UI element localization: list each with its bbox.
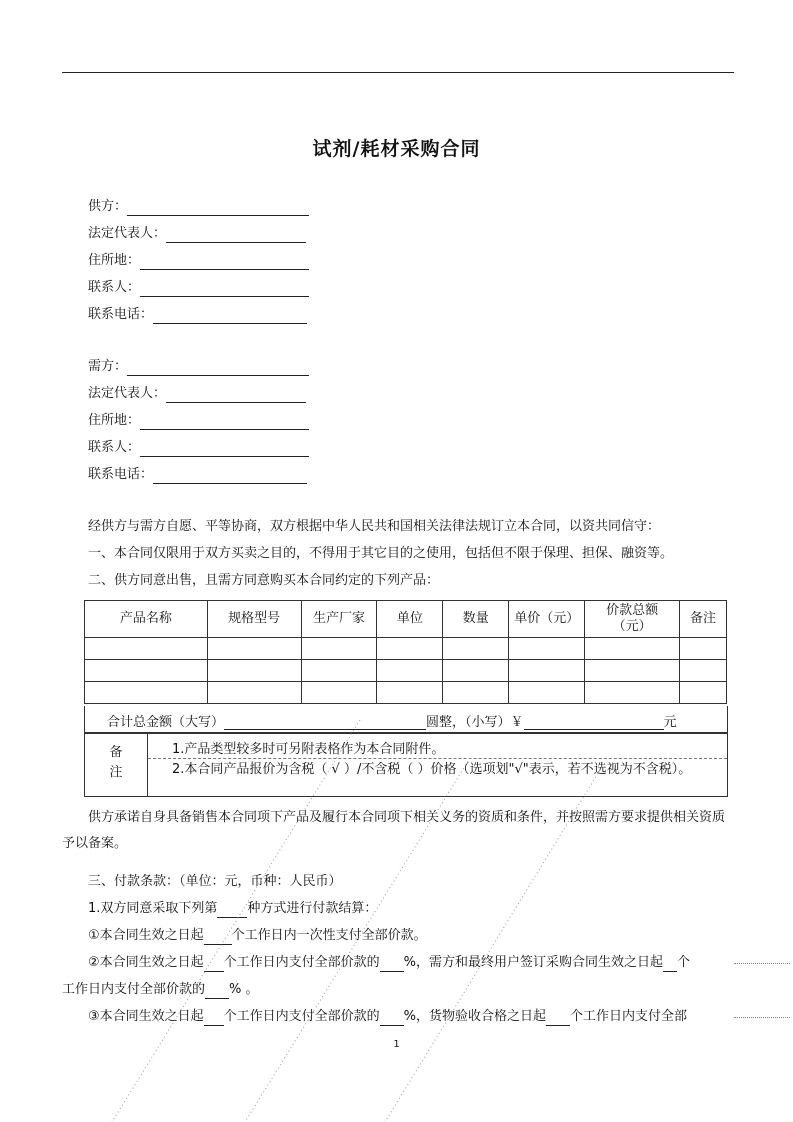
option-2-part-b: 个工作日内支付全部价款的	[223, 955, 380, 970]
page-number: 1	[393, 1039, 400, 1050]
clause-1: 一、本合同仅限用于双方买卖之目的，不得用于其它目的之使用，包括但不限于保理、担保、融资等。	[88, 546, 674, 561]
total-prefix: 合计总金额（大写）	[107, 715, 225, 730]
option-3-part-d: 个工作日内支付全部	[570, 1009, 688, 1024]
buyer-phone-label: 联系电话：	[88, 467, 154, 482]
payment-intro-suffix: 种方式进行付款结算：	[247, 901, 378, 916]
option-2-part-c: %，需方和最终用户签订采购合同生效之日起	[403, 955, 664, 970]
option-1-suffix: 个工作日内一次性支付全部价款。	[231, 928, 427, 943]
notes-header-char-1: 备	[109, 745, 123, 760]
clause-2: 二、供方同意出售，且需方同意购买本合同约定的下列产品：	[88, 573, 440, 588]
intro-paragraph: 经供方与需方自愿、平等协商，双方根据中华人民共和国相关法律法规订立本合同，以资共同信守：	[88, 519, 661, 534]
payment-intro-prefix: 1.双方同意采取下列第	[88, 901, 218, 916]
total-suffix: 元	[663, 715, 677, 730]
note-1-text: 1.产品类型较多时可另附表格作为本合同附件。	[172, 742, 445, 757]
option-3-part-c: %，货物验收合格之日起	[403, 1009, 547, 1024]
supplier-name-label: 供方：	[88, 199, 128, 214]
clause-3: 三、付款条款：（单位：元，币种：人民币）	[88, 874, 342, 889]
option-2-part-g: 。	[245, 982, 259, 997]
diagonal-revision-line	[112, 720, 360, 1122]
supplier-rep-label: 法定代表人：	[88, 226, 167, 241]
col-header-quantity: 数量	[443, 601, 509, 638]
qualification-paragraph: 供方承诺自身具备销售本合同项下产品及履行本合同项下相关义务的资质和条件，并按照需方要求提供相关资质予以备案。	[62, 810, 726, 851]
buyer-address-label: 住所地：	[88, 413, 141, 428]
col-header-remark: 备注	[680, 601, 727, 638]
diagonal-revision-line	[385, 770, 600, 1122]
total-mid: 圆整，（小写）￥	[426, 715, 524, 730]
option-2-part-a: ②本合同生效之日起	[88, 955, 204, 970]
option-3-part-b: 个工作日内支付全部价款的	[223, 1009, 380, 1024]
col-header-total-price: 价款总额 （元）	[585, 601, 680, 638]
diagonal-revision-line	[245, 758, 470, 1122]
supplier-phone-label: 联系电话：	[88, 307, 154, 322]
buyer-rep-label: 法定代表人：	[88, 386, 167, 401]
option-1-prefix: ①本合同生效之日起	[88, 928, 204, 943]
note-2-text: 2.本合同产品报价为含税（ √ ）/不含税（ ）价格（选项划"√"表示，若不选视为不含税）。	[172, 762, 692, 777]
option-2-part-d: 个	[677, 955, 691, 970]
supplier-contact-label: 联系人：	[88, 280, 141, 295]
buyer-name-label: 需方：	[88, 359, 128, 374]
option-2-part-e: 工作日内支付全部价款的	[62, 982, 206, 997]
option-2-part-f: %	[229, 982, 242, 997]
supplier-address-label: 住所地：	[88, 253, 141, 268]
document-title: 试剂/耗材采购合同	[312, 138, 481, 160]
col-header-product-name: 产品名称	[85, 601, 208, 638]
col-header-spec: 规格型号	[207, 601, 301, 638]
col-header-unit: 单位	[377, 601, 443, 638]
option-3-part-a: ③本合同生效之日起	[88, 1009, 204, 1024]
col-header-manufacturer: 生产厂家	[301, 601, 377, 638]
notes-header-char-2: 注	[109, 765, 123, 780]
col-header-unit-price: 单价（元）	[509, 601, 585, 638]
buyer-contact-label: 联系人：	[88, 440, 141, 455]
